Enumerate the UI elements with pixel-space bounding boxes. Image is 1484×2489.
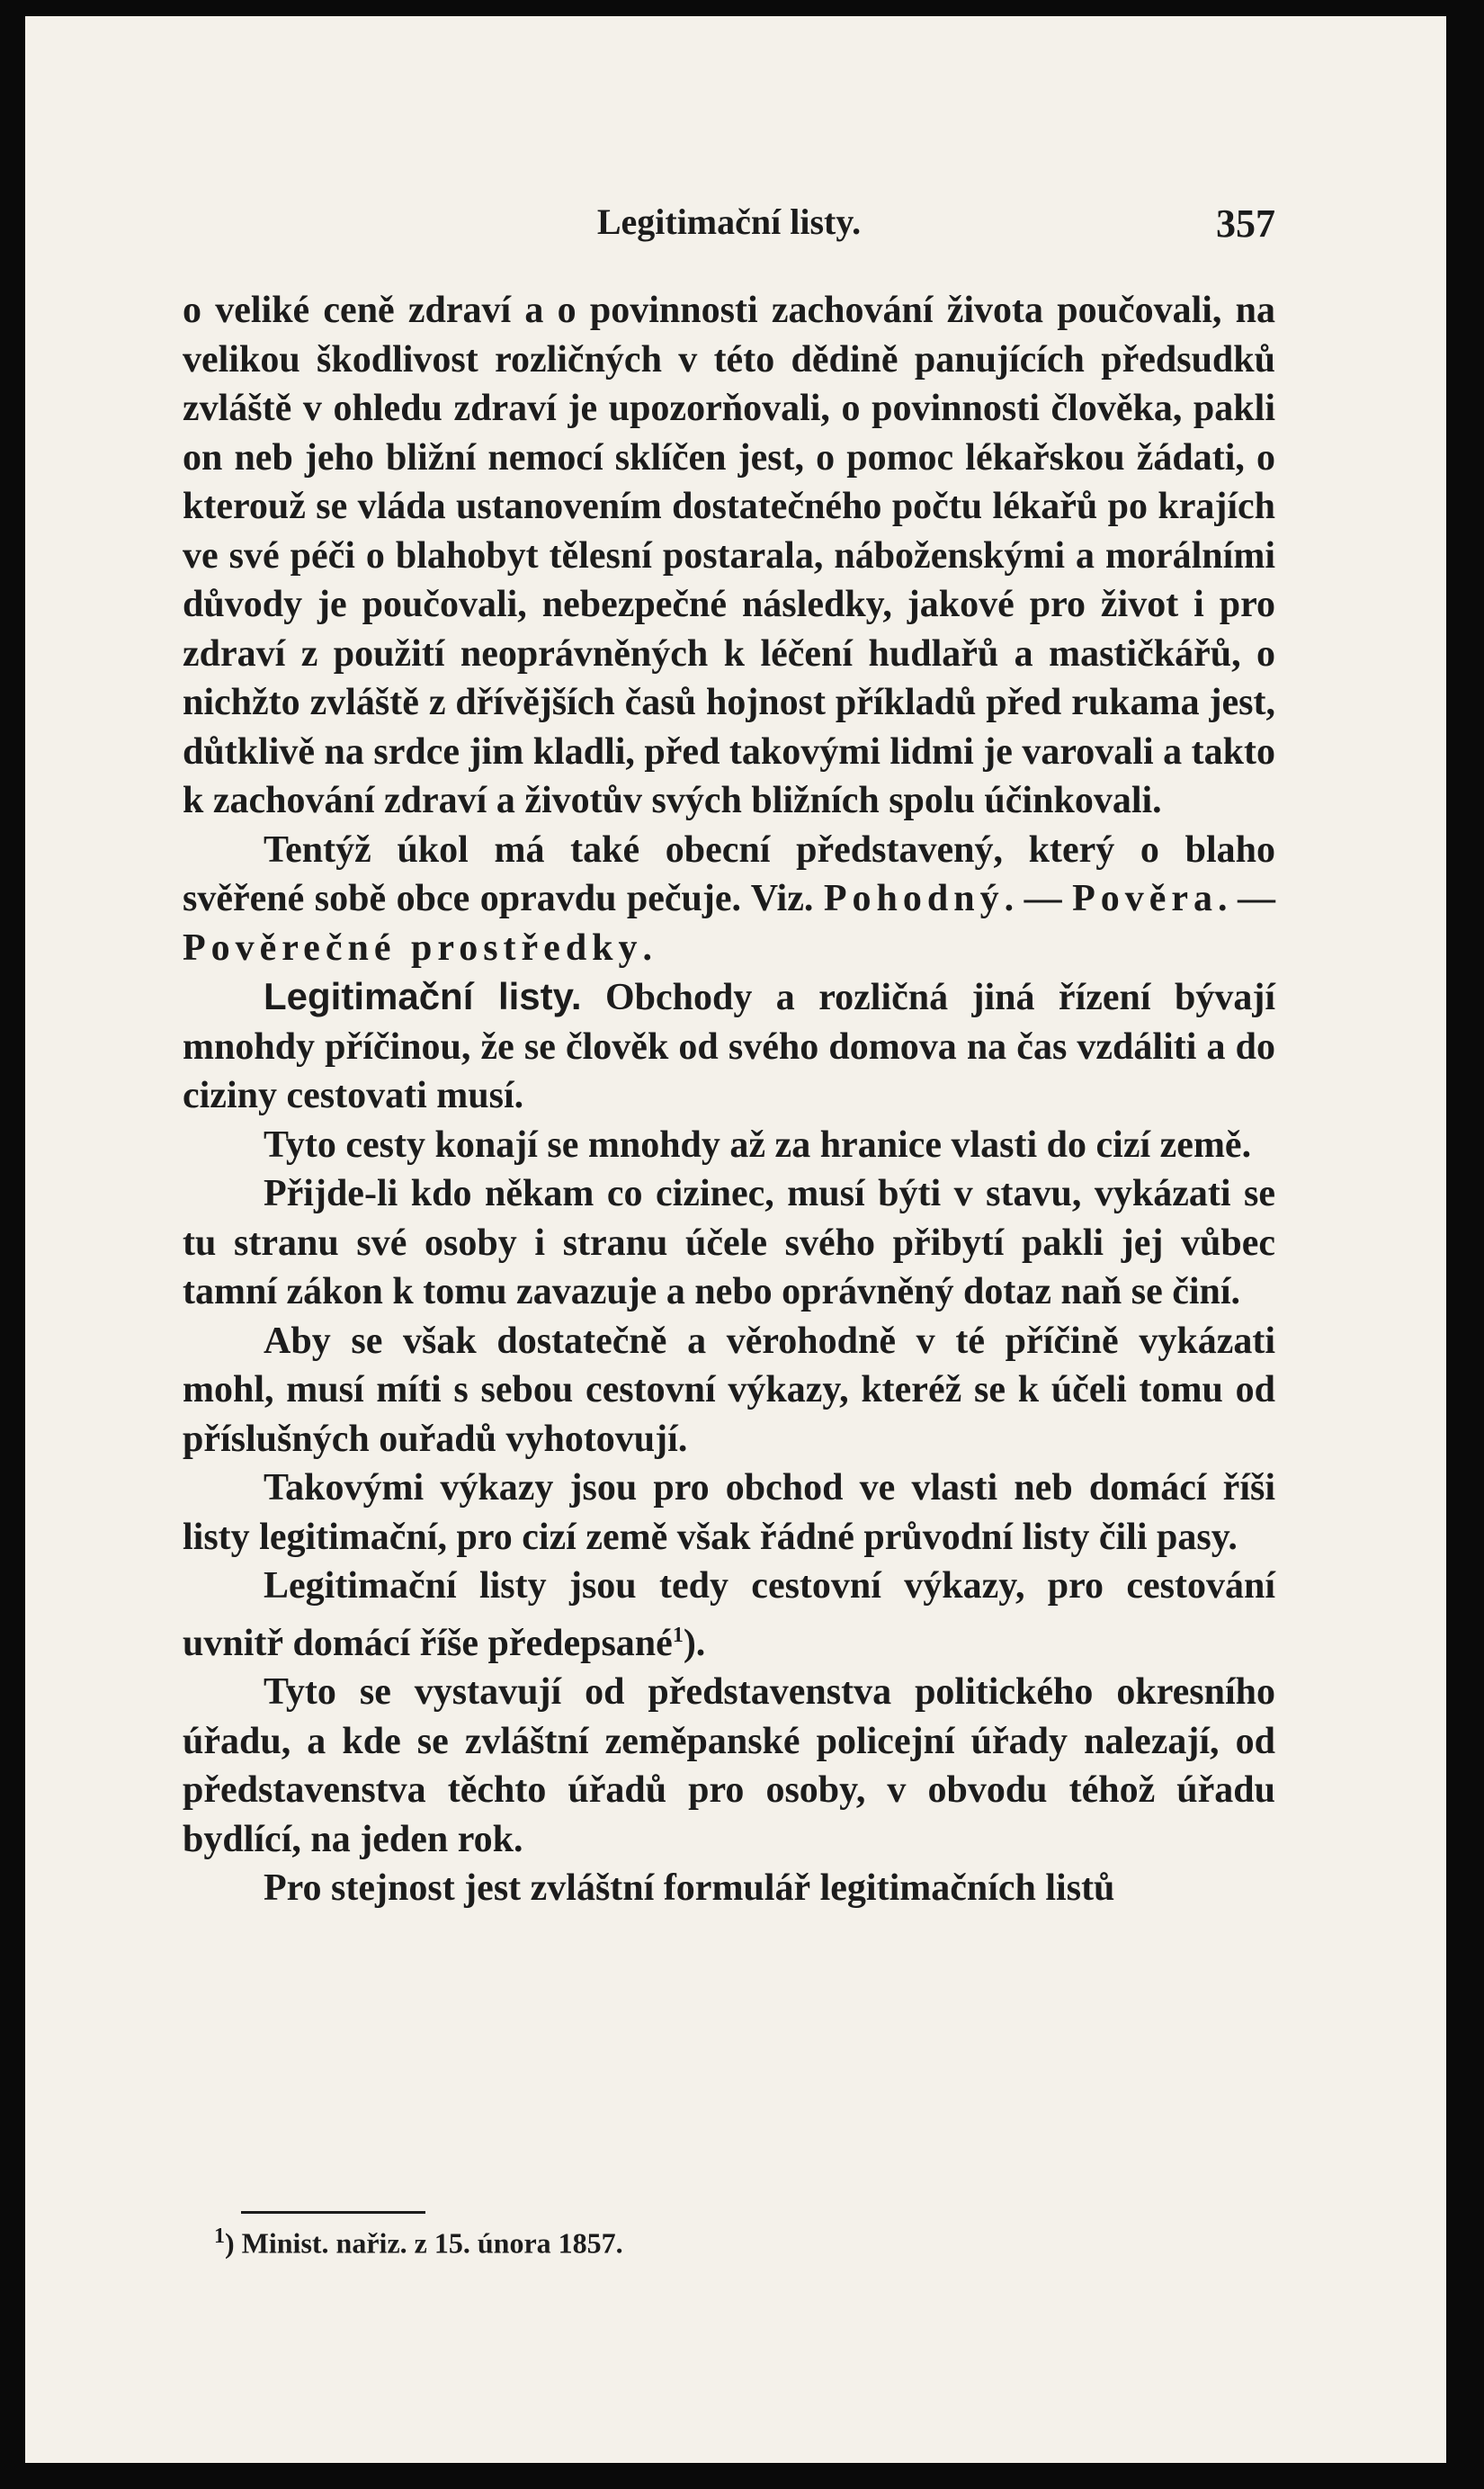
cross-ref: Pohodný xyxy=(823,878,1005,919)
page-number: 357 xyxy=(1216,201,1275,246)
footnote-mark: 1 xyxy=(214,2225,225,2248)
paragraph-6: Aby se však dostatečně a věrohodně v té příčině vykázati mohl, musí míti s sebou cestovní výkazy, kteréž se k účeli tomu od příslušných ouřadů vyhotovují. xyxy=(183,1320,1275,1460)
footnote-divider xyxy=(241,2211,425,2214)
paragraph-3: Legitimační listy. Obchody a rozličná jiná řízení bývají mnohdy příčinou, že se člověk od svého domova na čas vzdáliti a do ciziny cestovati musí. xyxy=(183,975,1275,1116)
book-page xyxy=(25,16,1446,2463)
paragraph-10: Pro stejnost jest zvláštní formulář legitimačních listů xyxy=(264,1867,1115,1909)
paragraph-7: Takovými výkazy jsou pro obchod ve vlasti neb domácí říši listy legitimační, pro cizí země však řádné průvodní listy čili pasy. xyxy=(183,1467,1275,1558)
cross-ref: Pověra xyxy=(1072,878,1219,919)
page-header xyxy=(183,201,1275,255)
footnote-mark: 1 xyxy=(672,1623,684,1647)
paragraph-5: Přijde-li kdo někam co cizinec, musí býti v stavu, vykázati se tu stranu své osoby i stranu účele svého přibytí pakli jej vůbec tamní zákon k tomu zavazuje a nebo oprávněný dotaz naň se činí. xyxy=(183,1173,1275,1312)
paragraph-2: Tentýž úkol má také obecní představený, který o blaho svěřené sobě obce opravdu pečuje. Viz. Pohodný. — Pověra. — Pověrečné prostředky. xyxy=(183,828,1276,969)
paragraph-9: Tyto se vystavují od představenstva politického okresního úřadu, a kde se zvláštní zeměpanské policejní úřady nalezají, od představenstva těchto úřadů pro osoby, v obvodu téhož úřadu bydlící, na jeden rok. xyxy=(183,1671,1275,1860)
paragraph-8: Legitimační listy jsou tedy cestovní výkazy, pro cestování uvnitř domácí říše předepsané$^1$). xyxy=(183,1565,1275,1664)
footnote: $^1$) Minist. nařiz. z 15. února 1857. xyxy=(214,2225,623,2260)
running-title: Legitimační listy. xyxy=(596,201,862,242)
paragraph-1: o veliké ceně zdraví a o povinnosti zachování života poučovali, na velikou škodlivost rozličných v této dědině panujících předsudků zvláště v ohledu zdraví je upozorňovali, o povinnosti člověka, pakli on neb jeho bližní nemocí sklíčen jest, o pomoc lékařskou žádati, o kterouž se vláda ustanovením dostatečného počtu lékařů po krajích ve své péči o blahobyt tělesní postarala, náboženskými a morálními důvody je poučovali, nebezpečné následky, jakové pro život i pro zdraví z použití neoprávněných k léčení hudlařů a mastičkářů, o nichžto zvláště z dřívějších časů hojnost příkladů před rukama jest, důtklivě na srdce jim kladli, před takovými lidmi je varovali a takto k zachování zdraví a životův svých bližních spolu účinkovali. xyxy=(183,290,1275,821)
paragraph-4: Tyto cesty konají se mnohdy až za hranice vlasti do cizí země. xyxy=(264,1124,1252,1166)
page-body xyxy=(183,286,1275,1913)
entry-heading: Legitimační listy. xyxy=(264,975,582,1017)
cross-ref: Pověrečné prostředky xyxy=(183,927,643,969)
